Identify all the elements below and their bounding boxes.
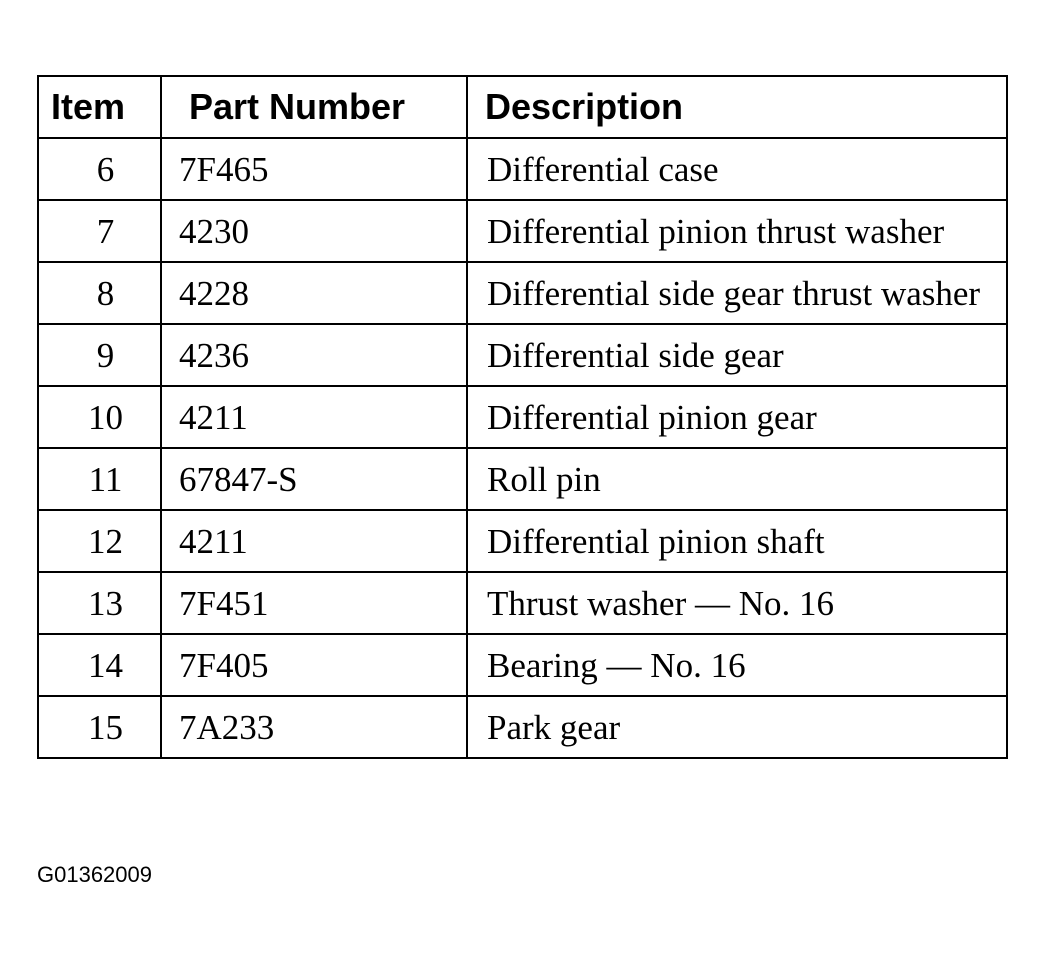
cell-item: 11: [38, 448, 161, 510]
cell-part-number: 7F405: [161, 634, 467, 696]
cell-part-number: 7A233: [161, 696, 467, 758]
cell-item: 15: [38, 696, 161, 758]
cell-item: 7: [38, 200, 161, 262]
cell-description: Park gear: [467, 696, 1007, 758]
table-row: [38, 634, 1007, 696]
cell-description: Bearing — No. 16: [467, 634, 1007, 696]
cell-description: Differential side gear: [467, 324, 1007, 386]
cell-item: 14: [38, 634, 161, 696]
cell-part-number: 7F451: [161, 572, 467, 634]
table-row: [38, 200, 1007, 262]
cell-item: 12: [38, 510, 161, 572]
cell-part-number: 4236: [161, 324, 467, 386]
table-row: [38, 696, 1007, 758]
cell-part-number: 4228: [161, 262, 467, 324]
cell-item: 13: [38, 572, 161, 634]
cell-description: Roll pin: [467, 448, 1007, 510]
cell-item: 9: [38, 324, 161, 386]
table-row: [38, 386, 1007, 448]
table-row: [38, 448, 1007, 510]
cell-description: Thrust washer — No. 16: [467, 572, 1007, 634]
cell-part-number: 67847-S: [161, 448, 467, 510]
cell-description: Differential side gear thrust washer: [467, 262, 1007, 324]
table-row: [38, 262, 1007, 324]
cell-item: 6: [38, 138, 161, 200]
cell-part-number: 4230: [161, 200, 467, 262]
table-row: [38, 510, 1007, 572]
cell-description: Differential pinion gear: [467, 386, 1007, 448]
cell-description: Differential pinion thrust washer: [467, 200, 1007, 262]
header-row: [38, 76, 1007, 138]
table-header: [38, 76, 1007, 138]
header-part-number: Part Number: [161, 76, 467, 138]
table-row: [38, 572, 1007, 634]
table-body: [38, 138, 1007, 758]
header-description: Description: [467, 76, 1007, 138]
cell-item: 8: [38, 262, 161, 324]
cell-description: Differential case: [467, 138, 1007, 200]
header-item: Item: [38, 76, 161, 138]
cell-description: Differential pinion shaft: [467, 510, 1007, 572]
cell-part-number: 4211: [161, 510, 467, 572]
table-row: [38, 324, 1007, 386]
figure-code: G01362009: [37, 862, 152, 887]
cell-part-number: 7F465: [161, 138, 467, 200]
cell-part-number: 4211: [161, 386, 467, 448]
parts-table: [37, 75, 1008, 759]
cell-item: 10: [38, 386, 161, 448]
table-row: [38, 138, 1007, 200]
